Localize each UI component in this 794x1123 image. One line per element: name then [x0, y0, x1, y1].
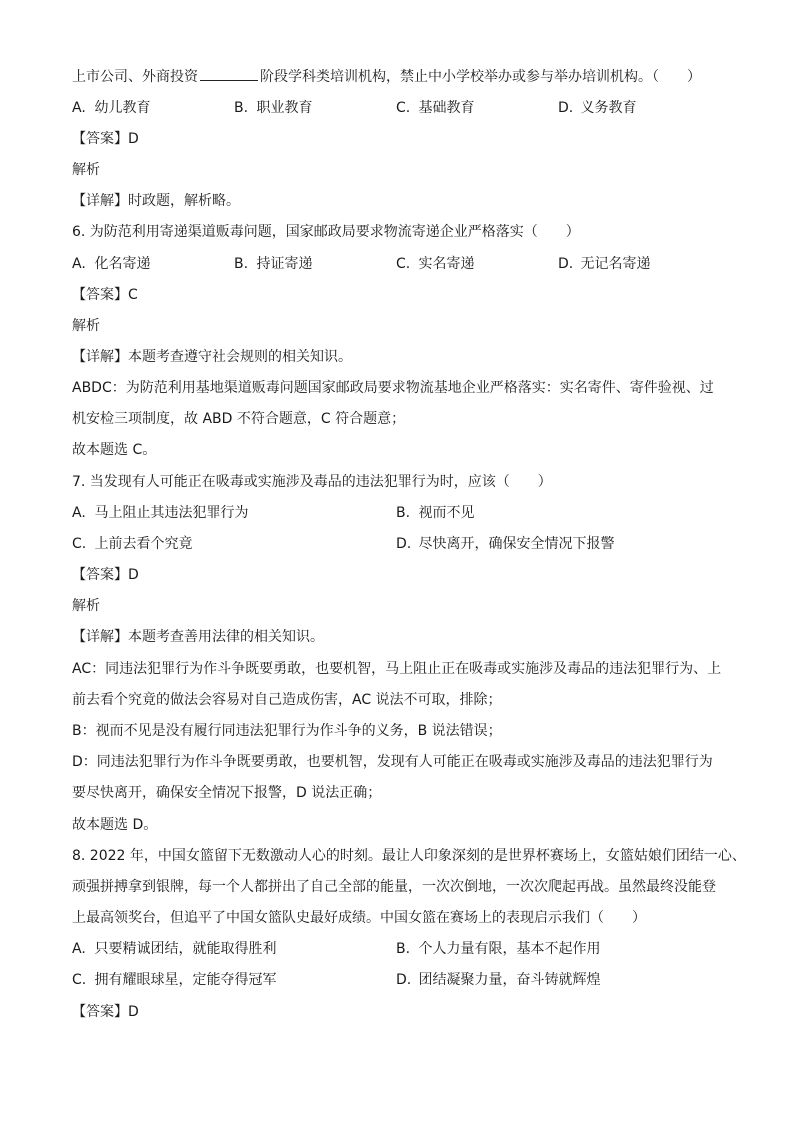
q7-option-c: C. 上前去看个究竟: [72, 536, 193, 552]
q6-conclusion: 故本题选 C。: [72, 442, 157, 458]
q8-stem-1: 8. 2022 年，中国女篮留下无数激动人心的时刻。最让人印象深刻的是世界杯赛场上，女篮姑娘们团结一心、: [72, 848, 746, 864]
q7-answer: 【答案】D: [72, 567, 139, 583]
q7-explanation-1: AC：同违法犯罪行为作斗争既要勇敢，也要机智，马上阻止正在吸毒或实施涉及毒品的违法犯罪行为、上: [72, 661, 722, 677]
q5-blank: [200, 66, 258, 81]
q5-option-d: D. 义务教育: [558, 100, 637, 116]
q5-detail: 【详解】时政题，解析略。: [72, 193, 240, 209]
q7-explanation-5: 要尽快离开，确保安全情况下报警，D 说法正确；: [72, 785, 382, 801]
q8-stem-2: 顽强拼搏拿到银牌，每一个人都拼出了自己全部的能量，一次次倒地，一次次爬起再战。虽然最终没能登: [72, 879, 716, 895]
q8-option-a: A. 只要精诚团结，就能取得胜利: [72, 941, 277, 957]
q5-stem-part-a: 上市公司、外商投资: [72, 69, 198, 85]
q5-option-a: A. 幼儿教育: [72, 100, 151, 116]
q7-explanation-2: 前去看个究竟的做法会容易对自己造成伤害，AC 说法不可取，排除；: [72, 692, 502, 708]
q7-option-a: A. 马上阻止其违法犯罪行为: [72, 505, 249, 521]
q6-option-a: A. 化名寄递: [72, 256, 151, 272]
q5-analysis-heading: 解析: [72, 162, 100, 178]
q5-stem-part-b: 阶段学科类培训机构，禁止中小学校举办或参与举办培训机构。（ ）: [260, 69, 701, 85]
q7-explanation-3: B：视而不见是没有履行同违法犯罪行为作斗争的义务，B 说法错误；: [72, 723, 502, 739]
q8-option-c: C. 拥有耀眼球星，定能夺得冠军: [72, 972, 277, 988]
q8-answer: 【答案】D: [72, 1004, 139, 1020]
q6-analysis-heading: 解析: [72, 318, 100, 334]
q5-stem: [72, 66, 701, 87]
q6-detail: 【详解】本题考查遵守社会规则的相关知识。: [72, 349, 352, 365]
q6-explanation-1: ABDC：为防范利用基地渠道贩毒问题国家邮政局要求物流基地企业严格落实：实名寄件、寄件验视、过: [72, 380, 714, 396]
q5-answer: 【答案】D: [72, 131, 139, 147]
q7-conclusion: 故本题选 D。: [72, 817, 158, 833]
q6-stem: 6. 为防范利用寄递渠道贩毒问题，国家邮政局要求物流寄递企业严格落实（ ）: [72, 224, 580, 240]
q5-option-c: C. 基础教育: [396, 100, 475, 116]
q8-option-d: D. 团结凝聚力量，奋斗铸就辉煌: [396, 972, 601, 988]
q6-answer: 【答案】C: [72, 287, 138, 303]
q8-option-b: B. 个人力量有限，基本不起作用: [396, 941, 601, 957]
q7-option-b: B. 视而不见: [396, 505, 475, 521]
q8-stem-3: 上最高领奖台，但追平了中国女篮队史最好成绩。中国女篮在赛场上的表现启示我们（ ）: [72, 910, 646, 926]
q6-option-b: B. 持证寄递: [234, 256, 313, 272]
q5-option-b: B. 职业教育: [234, 100, 313, 116]
q7-detail: 【详解】本题考查善用法律的相关知识。: [72, 629, 324, 645]
q7-explanation-4: D：同违法犯罪行为作斗争既要勇敢，也要机智，发现有人可能正在吸毒或实施涉及毒品的违法犯罪行为: [72, 754, 713, 770]
q7-analysis-heading: 解析: [72, 598, 100, 614]
q6-option-c: C. 实名寄递: [396, 256, 475, 272]
q7-option-d: D. 尽快离开，确保安全情况下报警: [396, 536, 615, 552]
q6-option-d: D. 无记名寄递: [558, 256, 651, 272]
q7-stem: 7. 当发现有人可能正在吸毒或实施涉及毒品的违法犯罪行为时，应该（ ）: [72, 474, 552, 490]
q6-explanation-2: 机安检三项制度，故 ABD 不符合题意，C 符合题意；: [72, 411, 406, 427]
